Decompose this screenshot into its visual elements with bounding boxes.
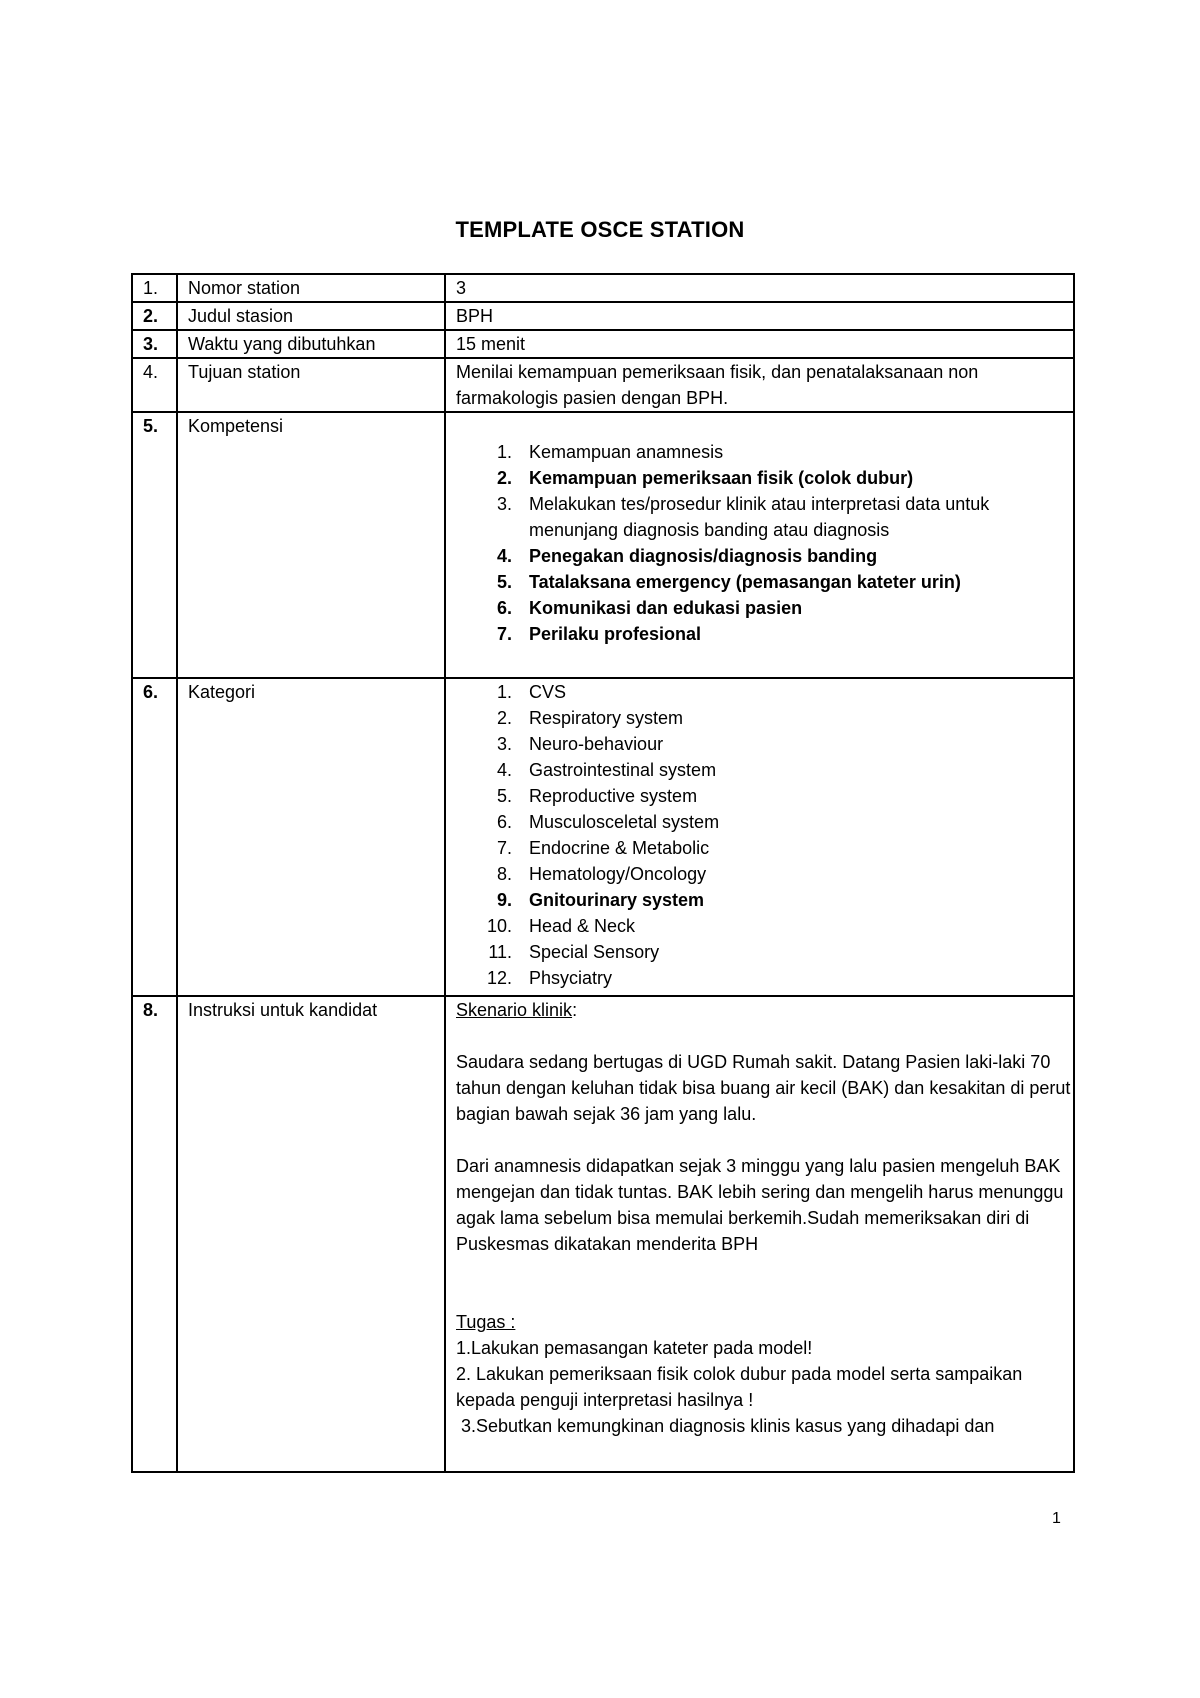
list-item: [456, 731, 1073, 757]
table-row: [132, 330, 1074, 358]
list-item-text: Endocrine & Metabolic: [529, 838, 710, 858]
list-item-text: Reproductive system: [529, 786, 698, 806]
list-item: [456, 757, 1073, 783]
list-item-number: 1.: [496, 442, 512, 462]
list-item: [456, 835, 1073, 861]
list-item: [456, 913, 1073, 939]
kategori-cell: [445, 678, 1074, 996]
list-item-text: Musculosceletal system: [529, 812, 720, 832]
list-item-number: 11.: [488, 942, 512, 962]
row-value: 3: [445, 274, 1074, 302]
skenario-label: Skenario klinik: [456, 1000, 573, 1020]
list-item-text: Special Sensory: [529, 942, 660, 962]
list-item-number: 8.: [496, 864, 512, 884]
row-label: Waktu yang dibutuhkan: [177, 330, 445, 358]
skenario-colon: :: [572, 1000, 578, 1020]
list-item: [456, 595, 1073, 621]
row-value: Menilai kemampuan pemeriksaan fisik, dan penatalaksanaan non farmakologis pasien dengan BPH.: [445, 358, 1074, 412]
list-item: [456, 679, 1073, 705]
row-number: 8.: [132, 996, 177, 1472]
list-item-number: 3.: [496, 734, 512, 754]
list-item-text: Kemampuan pemeriksaan fisik (colok dubur): [529, 468, 914, 488]
list-item-number: 2.: [496, 468, 512, 488]
list-item-text: Komunikasi dan edukasi pasien: [529, 598, 803, 618]
list-item-number: 3.: [496, 494, 512, 514]
list-item-text: Gnitourinary system: [529, 890, 705, 910]
row-label: Judul stasion: [177, 302, 445, 330]
page-number: 1: [1052, 1510, 1061, 1527]
instruksi-cell: [445, 996, 1074, 1472]
osce-table: [131, 273, 1075, 1473]
row-number: 6.: [132, 678, 177, 996]
list-item-text: Respiratory system: [529, 708, 684, 728]
list-item: [456, 569, 1073, 595]
list-item-text: Gastrointestinal system: [529, 760, 717, 780]
list-item-text: Perilaku profesional: [529, 624, 702, 644]
list-item-text: Head & Neck: [529, 916, 636, 936]
list-item: [456, 439, 1073, 465]
list-item: [456, 965, 1073, 991]
table-row: [132, 412, 1074, 678]
list-item: [456, 543, 1073, 569]
list-item-number: 6.: [496, 598, 512, 618]
tugas-label: Tugas :: [456, 1312, 516, 1332]
row-number: 3.: [132, 330, 177, 358]
list-item-number: 7.: [496, 838, 512, 858]
row-label: Kategori: [177, 678, 445, 996]
list-item: [456, 705, 1073, 731]
list-item-number: 5.: [496, 572, 512, 592]
list-item: [456, 809, 1073, 835]
list-item-number: 2.: [496, 708, 512, 728]
list-item-text: CVS: [529, 682, 567, 702]
list-item-number: 1.: [496, 682, 512, 702]
list-item-text: Penegakan diagnosis/diagnosis banding: [529, 546, 878, 566]
list-item-text: Hematology/Oncology: [529, 864, 707, 884]
skenario-heading: [456, 997, 1073, 1023]
list-item-number: 7.: [496, 624, 512, 644]
row-label: Kompetensi: [177, 412, 445, 678]
list-item-number: 6.: [496, 812, 512, 832]
list-item-number: 5.: [496, 786, 512, 806]
list-item-number: 4.: [496, 760, 512, 780]
list-item: [456, 465, 1073, 491]
kompetensi-list: [456, 439, 1073, 647]
table-row: [132, 274, 1074, 302]
row-number: 4.: [132, 358, 177, 412]
skenario-paragraph-2: Dari anamnesis didapatkan sejak 3 minggu yang lalu pasien mengeluh BAK mengejan dan tidak tuntas. BAK lebih sering dan mengelih harus menunggu agak lama sebelum bisa memulai berkemih.Sudah memeriksakan diri di Puskesmas dikatakan menderita BPH: [456, 1156, 1064, 1254]
row-value: 15 menit: [445, 330, 1074, 358]
tugas-item-1: 1.Lakukan pemasangan kateter pada model!: [456, 1338, 813, 1358]
kategori-list: [456, 679, 1073, 991]
list-item: [456, 783, 1073, 809]
list-item-text: Melakukan tes/prosedur klinik atau interpretasi data untuk menunjang diagnosis banding atau diagnosis: [529, 494, 990, 540]
row-label: Nomor station: [177, 274, 445, 302]
list-item: [456, 887, 1073, 913]
list-item: [456, 861, 1073, 887]
list-item-text: Neuro-behaviour: [529, 734, 664, 754]
list-item: [456, 939, 1073, 965]
table-row: [132, 302, 1074, 330]
row-label: Instruksi untuk kandidat: [177, 996, 445, 1472]
document-title: TEMPLATE OSCE STATION: [455, 217, 745, 242]
list-item-number: 10.: [486, 916, 512, 936]
list-item-text: Kemampuan anamnesis: [529, 442, 724, 462]
list-item-number: 4.: [496, 546, 512, 566]
table-row: [132, 358, 1074, 412]
list-item-text: Phsyciatry: [529, 968, 613, 988]
row-number: 2.: [132, 302, 177, 330]
row-number: 5.: [132, 412, 177, 678]
list-item-number: 9.: [496, 890, 512, 910]
tugas-item-3: 3.Sebutkan kemungkinan diagnosis klinis kasus yang dihadapi dan: [456, 1416, 995, 1436]
row-value: BPH: [445, 302, 1074, 330]
tugas-item-2: 2. Lakukan pemeriksaan fisik colok dubur pada model serta sampaikan kepada penguji interpretasi hasilnya !: [456, 1364, 1023, 1410]
row-label: Tujuan station: [177, 358, 445, 412]
list-item-number: 12.: [486, 968, 512, 988]
table-row: [132, 678, 1074, 996]
table-row: [132, 996, 1074, 1472]
list-item: [456, 491, 1073, 543]
list-item: [456, 621, 1073, 647]
list-item-text: Tatalaksana emergency (pemasangan kateter urin): [529, 572, 961, 592]
kompetensi-cell: [445, 412, 1074, 678]
row-number: 1.: [132, 274, 177, 302]
skenario-paragraph-1: Saudara sedang bertugas di UGD Rumah sakit. Datang Pasien laki-laki 70 tahun dengan keluhan tidak bisa buang air kecil (BAK) dan kesakitan di perut bagian bawah sejak 36 jam yang lalu.: [456, 1052, 1071, 1124]
